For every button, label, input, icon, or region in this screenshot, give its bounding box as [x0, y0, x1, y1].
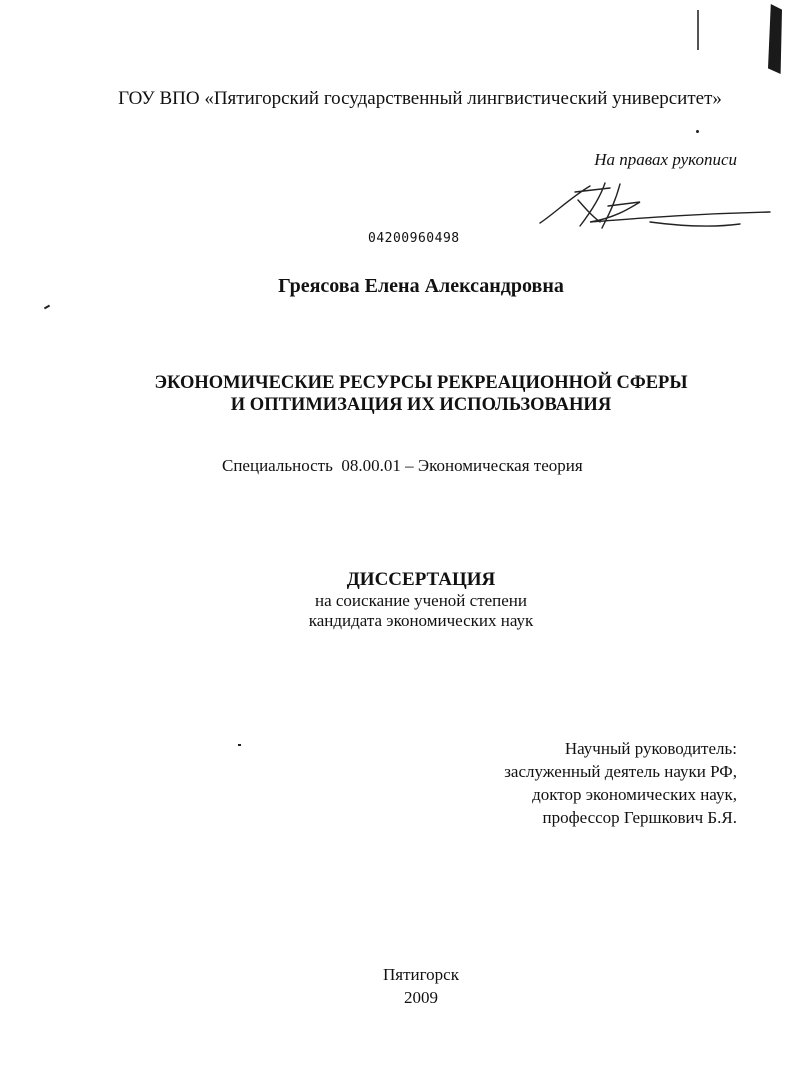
- manuscript-note: На правах рукописи: [594, 150, 737, 169]
- advisor-line-4: профессор Гершкович Б.Я.: [542, 808, 737, 827]
- city: Пятигорск: [383, 965, 459, 984]
- title-line-1: ЭКОНОМИЧЕСКИЕ РЕСУРСЫ РЕКРЕАЦИОННОЙ СФЕРЫ: [154, 373, 688, 393]
- inventory-number: 04200960498: [368, 231, 460, 246]
- advisor-line-1: Научный руководитель:: [564, 739, 737, 758]
- dissertation-block: [0, 568, 795, 631]
- degree-line-2: кандидата экономических наук: [308, 611, 534, 630]
- year: 2009: [404, 988, 438, 1007]
- degree-line-1: на соискание ученой степени: [314, 591, 528, 610]
- place-and-year: [0, 963, 795, 1009]
- university-name: ГОУ ВПО «Пятигорский государственный лингвистический университет»: [118, 88, 722, 109]
- dissertation-title: [0, 372, 795, 416]
- scan-speck: [238, 744, 241, 746]
- scan-edge-mark: [768, 4, 782, 74]
- title-line-2: И ОПТИМИЗАЦИЯ ИХ ИСПОЛЬЗОВАНИЯ: [230, 395, 612, 415]
- scan-speck: [696, 130, 699, 133]
- dissertation-label: ДИССЕРТАЦИЯ: [346, 569, 496, 590]
- advisor-line-3: доктор экономических наук,: [532, 785, 737, 804]
- signature-image: [530, 178, 775, 238]
- scan-speck: [697, 10, 699, 50]
- scientific-advisor: [504, 737, 737, 829]
- advisor-line-2: заслуженный деятель науки РФ,: [504, 762, 737, 781]
- scan-speck: [44, 305, 50, 310]
- author-name: Греясова Елена Александровна: [278, 275, 564, 297]
- specialty: Специальность 08.00.01 – Экономическая теория: [222, 456, 583, 475]
